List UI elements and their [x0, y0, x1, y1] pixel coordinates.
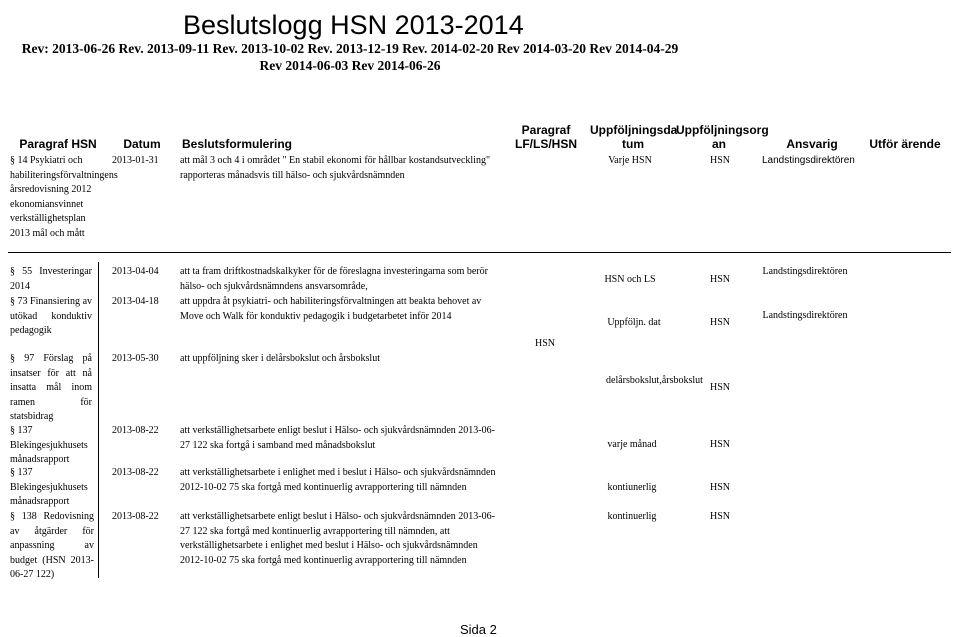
- header-utfor-arende: Utför ärende: [869, 137, 941, 151]
- row-6-uppf-datum: kontiunerlig: [607, 482, 657, 493]
- row-1-uppf-datum: Varje HSN: [608, 155, 652, 166]
- header-ansvarig: Ansvarig: [786, 137, 838, 151]
- row-2-beslut: att ta fram driftkostnadskalkyker för de föreslagna investeringarna som berör hälso- och sjukvårdsnämndens ansvarsområde,: [180, 266, 488, 292]
- row-2-uppf-organ: HSN: [709, 274, 730, 285]
- row-1-beslut: att mål 3 och 4 i området " En stabil ekonomi för hållbar kostandsutveckling" rapporteras månadsvis till hälso- och sjukvårdsnämnden: [180, 155, 491, 181]
- row-5-beslut: att verkställighetsarbete enligt beslut i Hälso- och sjukvårdsnämnden 2013-06-27 122 ska fortgå i samband med månadsbokslut: [180, 425, 495, 451]
- divider: [8, 252, 951, 253]
- row-4-paragraf: § 97 Förslag på insatser för att nå insatta mål inom ramen för statsbidrag: [10, 353, 92, 422]
- row-6-uppf-organ: HSN: [709, 482, 730, 493]
- row-4-uppf-datum: delårsbokslut,årsbokslut: [606, 375, 703, 386]
- page-title: Beslutslogg HSN 2013-2014: [183, 10, 524, 40]
- header-paragraf-lf: Paragraf LF/LS/HSN: [515, 123, 577, 151]
- row-4-beslut: att uppföljning sker i delårsbokslut och årsbokslut: [180, 353, 380, 364]
- row-2-paragraf: § 55 Investeringar 2014: [10, 266, 92, 292]
- row-1-datum: 2013-01-31: [112, 155, 159, 166]
- row-2-uppf-datum: HSN och LS: [604, 274, 656, 285]
- row-3-ansvarig: Landstingsdirektören: [762, 310, 848, 321]
- row-3-paragraf: § 73 Finansiering av utökad konduktiv pedagogik: [10, 296, 93, 336]
- row-6-datum: 2013-08-22: [112, 467, 159, 478]
- header-beslutsformulering: Beslutsformulering: [182, 137, 293, 151]
- row-3-datum: 2013-04-18: [112, 296, 159, 307]
- row-1-ansvarig: Landstingsdirektören: [762, 155, 855, 166]
- row-5-paragraf: § 137 Blekingesjukhusets månadsrapport: [10, 425, 88, 465]
- row-3-beslut: att uppdra åt psykiatri- och habiliteringsförvaltningen att beakta behovet av Move och Walk för konduktiv pedagogik i budgetarbetet inför 2014: [180, 296, 482, 322]
- row-7-uppf-organ: HSN: [709, 511, 730, 522]
- header-uppfoljningsorgan: Uppföljningsorg an: [676, 123, 769, 151]
- header-paragraf-hsn: Paragraf HSN: [19, 137, 97, 151]
- header-datum: Datum: [123, 137, 161, 151]
- row-2-ansvarig: Landstingsdirektören: [762, 266, 848, 277]
- row-7-uppf-datum: kontinuerlig: [607, 511, 657, 522]
- row-7-paragraf: § 138 Redovisning av åtgärder för anpassning av budget (HSN 2013-06-27 122): [10, 511, 94, 580]
- row-1-paragraf: § 14 Psykiatri och habiliteringsförvaltningens årsredovisning 2012 ekonomiansvinnet verkställighetsplan 2013 mål och mått: [10, 155, 118, 239]
- row-6-beslut: att verkställighetsarbete i enlighet med i beslut i Hälso- och sjukvårdsnämnden 2012-10-02 75 ska fortgå med kontinuerlig avrapportering till nämnden: [180, 467, 496, 493]
- row-2-datum: 2013-04-04: [112, 266, 159, 277]
- revision-list: Rev: 2013-06-26 Rev. 2013-09-11 Rev. 2013-10-02 Rev. 2013-12-19 Rev. 2014-02-20 Rev 2014-03-20 Rev 2014-04-29 Rev 2014-06-03 Rev 2014-06-26: [21, 41, 679, 73]
- header-uppfoljningsdatum: Uppföljningsda tum: [590, 123, 678, 151]
- row-3-uppf-datum: Uppföljn. dat: [607, 317, 661, 328]
- row-5-datum: 2013-08-22: [112, 425, 159, 436]
- page-number: Sida 2: [460, 622, 497, 637]
- group-paragraf-lf: HSN: [534, 338, 555, 349]
- row-7-datum: 2013-08-22: [112, 511, 159, 522]
- column-divider: [98, 262, 99, 578]
- row-5-uppf-organ: HSN: [709, 439, 730, 450]
- row-3-uppf-organ: HSN: [709, 317, 730, 328]
- row-6-paragraf: § 137 Blekingesjukhusets månadsrapport: [10, 467, 88, 507]
- row-1-uppf-organ: HSN: [709, 155, 730, 166]
- row-4-uppf-organ: HSN: [709, 382, 730, 393]
- row-4-datum: 2013-05-30: [112, 353, 159, 364]
- row-5-uppf-datum: varje månad: [607, 439, 657, 450]
- row-7-beslut: att verkställighetsarbete enligt beslut i Hälso- och sjukvårdsnämnden 2013-06-27 122 ska fortgå med kontinuerlig avrapportering till nämnden, att verkställighetsarbete i enlighet med beslut i Hälso- och sjukvårdsnämnden 2012-10-02 75 ska fortgå med kontinuerlig avrapportering till nämnden: [180, 511, 495, 566]
